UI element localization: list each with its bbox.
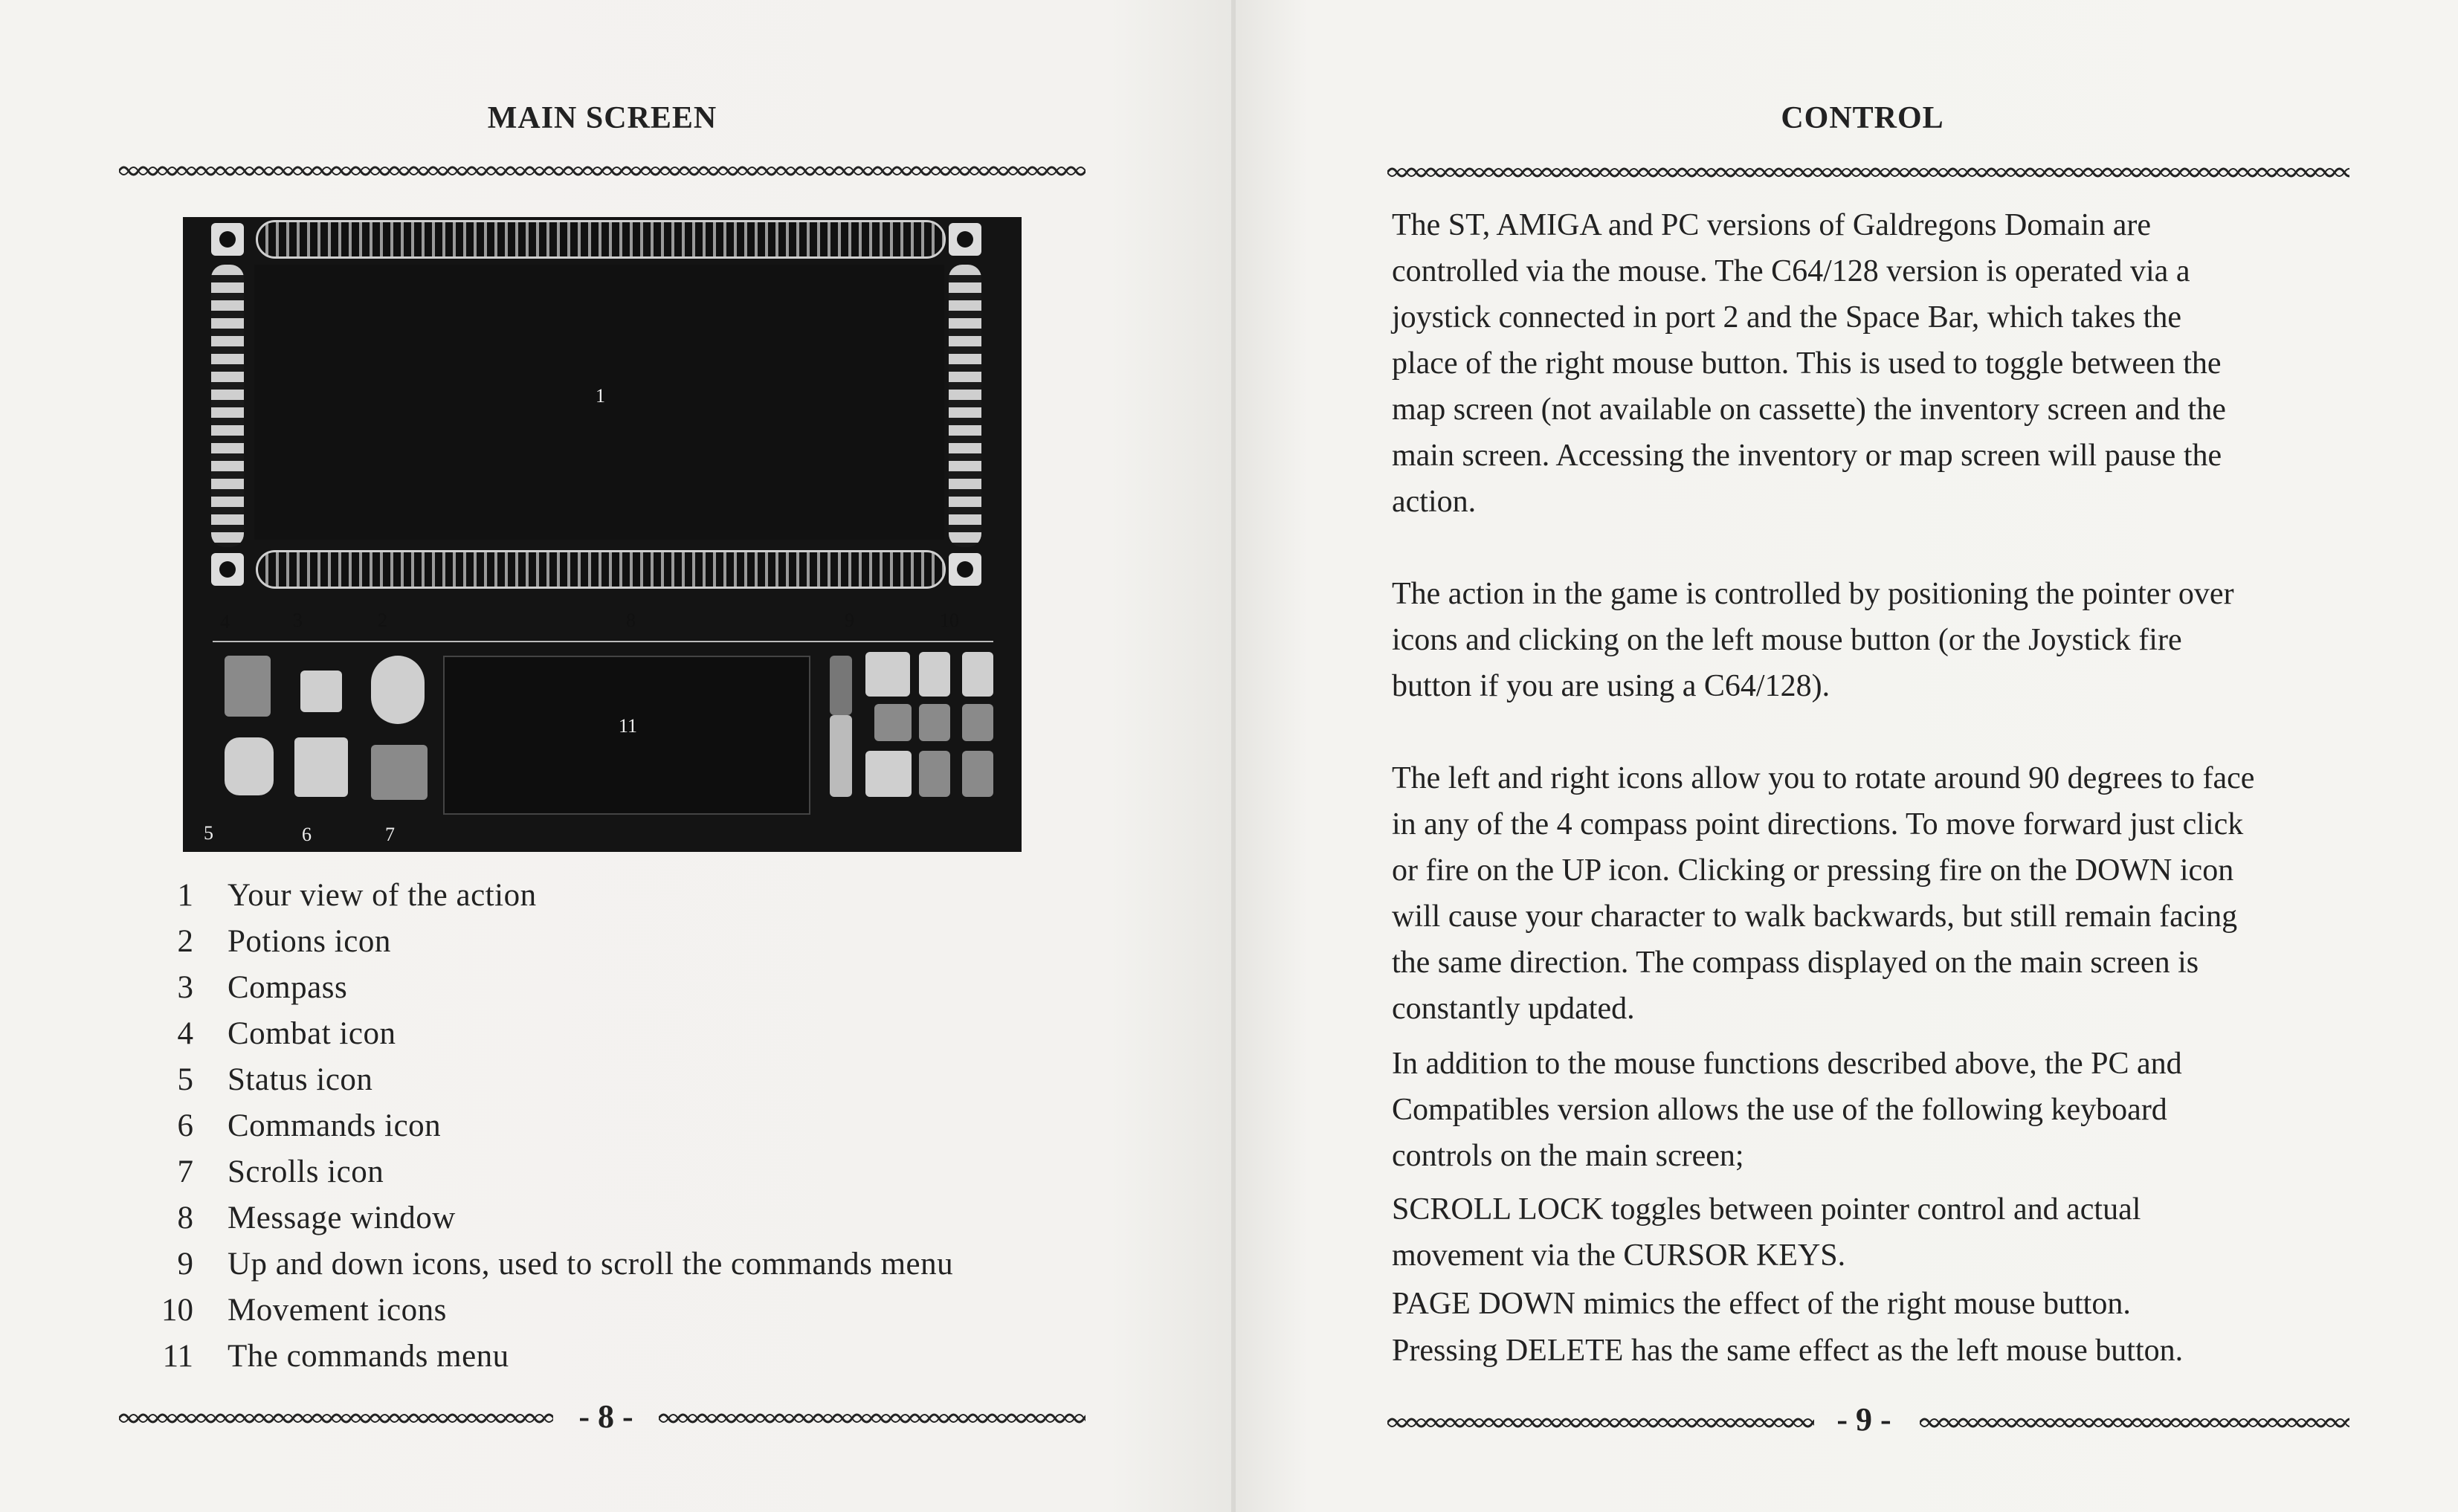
frame-corner-icon — [949, 223, 981, 256]
movement-icon — [919, 704, 950, 741]
rope-divider-bottom-left-b — [659, 1411, 1086, 1426]
rope-divider-bottom-left-a — [119, 1411, 553, 1426]
paragraph-pointer: The action in the game is controlled by positioning the pointer over icons and clicking on the left mouse button (or the Joystick fire button if you are using a C64/128). — [1392, 577, 2234, 703]
compass-icon — [300, 671, 342, 712]
combat-icon — [225, 656, 271, 717]
movement-icon — [874, 704, 912, 741]
figure-label-3: 3 — [293, 610, 303, 631]
rope-divider-top-left — [119, 164, 1086, 178]
figure-label-11: 11 — [619, 715, 638, 737]
legend-item: 9 Up and down icons, used to scroll the commands menu — [177, 1247, 954, 1282]
frame-corner-icon — [211, 223, 244, 256]
figure-label-2: 2 — [378, 610, 387, 631]
figure-label-6: 6 — [302, 824, 312, 845]
figure-label-4: 4 — [220, 611, 230, 633]
legend-item: 10 Movement icons — [161, 1293, 447, 1328]
legend-item: 2 Potions icon — [177, 924, 391, 959]
figure-label-8: 8 — [626, 610, 636, 631]
paragraph-control-intro: The ST, AMIGA and PC versions of Galdregons Domain are controlled via the mouse. The C64/128 version is operated via a joystick connected in port 2 and the Space Bar, which takes the place of the right mouse button. This is used to toggle between the map screen (not available on cassette) the inventory screen and the main screen. Accessing the inventory or map screen will pause the action. — [1392, 208, 2226, 519]
movement-icon — [919, 751, 950, 797]
page-number-right: - 9 - — [1836, 1401, 1891, 1438]
movement-icon — [919, 652, 950, 697]
figure-label-5: 5 — [204, 822, 213, 844]
scroll-up-icon — [830, 656, 852, 715]
right-page-title: CONTROL — [1781, 101, 1944, 135]
movement-icon — [962, 751, 993, 797]
rope-divider-top-right — [1387, 165, 2349, 180]
figure-label-10: 10 — [940, 610, 959, 631]
left-page-title: MAIN SCREEN — [487, 101, 717, 135]
frame-corner-icon — [949, 553, 981, 586]
scroll-down-icon — [830, 715, 852, 797]
legend-item: 3 Compass — [177, 970, 348, 1005]
movement-icon — [962, 652, 993, 697]
figure-label-9: 9 — [845, 610, 854, 631]
main-screen-figure — [183, 217, 1022, 852]
movement-icon — [865, 652, 910, 697]
potions-icon — [371, 656, 425, 724]
legend-item: 7 Scrolls icon — [177, 1154, 384, 1189]
page-number-left: - 8 - — [578, 1398, 633, 1435]
paragraph-scroll-lock: SCROLL LOCK toggles between pointer control and actual movement via the CURSOR KEYS. — [1392, 1192, 2141, 1273]
paragraph-movement: The left and right icons allow you to rotate around 90 degrees to face in any of the 4 compass point directions. To move forward just click or fire on the UP icon. Clicking or pressing fire on the DOWN icon will cause your character to walk backwards, but still remain facing the same direction. The compass displayed on the main screen is constantly updated. — [1392, 761, 2255, 1026]
figure-label-7: 7 — [385, 824, 395, 845]
status-icon — [225, 737, 274, 795]
legend-item: 1 Your view of the action — [177, 878, 537, 913]
legend-item: 11 The commands menu — [162, 1339, 509, 1374]
rope-divider-bottom-right-a — [1387, 1415, 1814, 1430]
paragraph-pc-keyboard: In addition to the mouse functions described above, the PC and Compatibles version allows the use of the following keyboard controls on the main screen; — [1392, 1047, 2182, 1173]
rope-divider-bottom-right-b — [1920, 1415, 2349, 1430]
figure-divider — [213, 641, 993, 642]
commands-icon — [294, 737, 348, 797]
movement-icon — [962, 704, 993, 741]
scrolls-icon — [371, 745, 428, 800]
legend-item: 8 Message window — [177, 1201, 456, 1235]
frame-border-top — [256, 220, 946, 259]
book-gutter — [1231, 0, 1236, 1512]
legend-item: 5 Status icon — [177, 1062, 373, 1097]
frame-border-left — [211, 265, 244, 547]
paragraph-delete: Pressing DELETE has the same effect as the left mouse button. — [1392, 1334, 2184, 1368]
legend-item: 6 Commands icon — [177, 1108, 442, 1143]
paragraph-page-down: PAGE DOWN mimics the effect of the right mouse button. — [1392, 1287, 2131, 1321]
frame-border-right — [949, 265, 981, 547]
legend-item: 4 Combat icon — [177, 1016, 396, 1051]
legend-list — [161, 877, 1100, 1384]
frame-border-bottom — [256, 550, 946, 589]
frame-corner-icon — [211, 553, 244, 586]
movement-icon — [865, 751, 912, 797]
figure-label-1: 1 — [596, 385, 605, 407]
